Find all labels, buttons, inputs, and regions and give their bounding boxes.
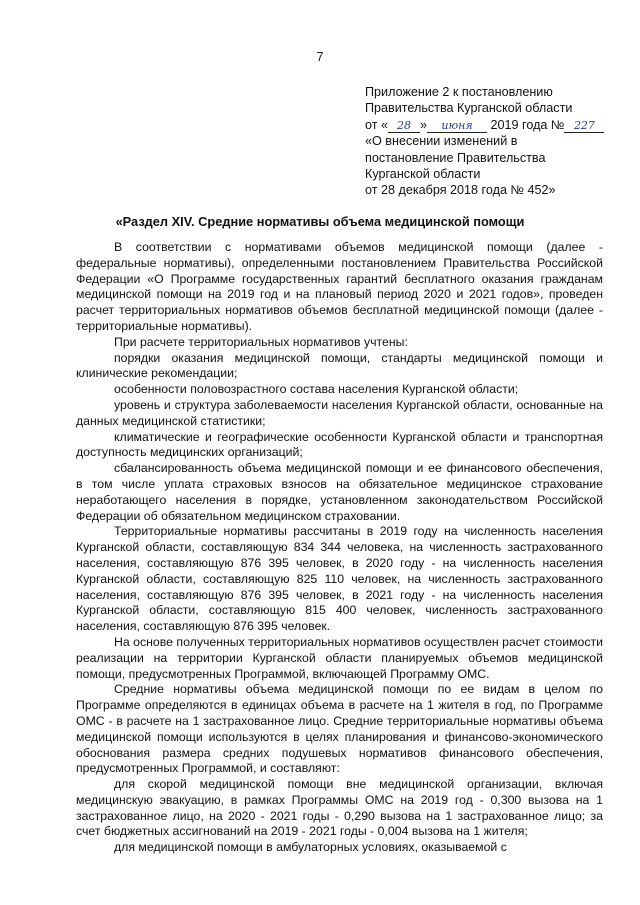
list-item: климатические и географические особенности Курганской области и транспортная доступность медицинских организаций; <box>76 429 603 460</box>
date-mid: » <box>420 117 428 132</box>
list-item: для скорой медицинской помощи вне медицинской организации, включая медицинскую эвакуацию, в рамках Программы ОМС на 2019 год - 0,300 вызова на 1 застрахованное лицо, на 2020 - 2021 годы - 0,290 вызова на 1 застрахованное лицо; за счет бюджетных ассигнований на 2019 - 2021 годы - 0,004 вызова на 1 жителя; <box>76 777 603 839</box>
paragraph: В соответствии с нормативами объемов медицинской помощи (далее - федеральные нормативы), определенными постановлением Правительства Российской Федерации «О Программе государственных гарантий бесплатного оказания гражданам медицинской помощи на 2019 год и на плановый период 2020 и 2021 годов», проведен расчет территориальных нормативов объемов бесплатной медицинской помощи (далее - территориальные нормативы). <box>76 240 603 333</box>
handwritten-number-text: 227 <box>573 118 595 132</box>
document-body <box>76 240 603 856</box>
paragraph: При расчете территориальных нормативов учтены: <box>114 334 408 349</box>
appendix-date-line <box>365 117 615 133</box>
list-item: для медицинской помощи в амбулаторных условиях, оказываемой с <box>114 840 507 855</box>
handwritten-month <box>427 119 487 133</box>
paragraph: На основе полученных территориальных нормативов осуществлен расчет стоимости реализации на территории Курганской области планируемых объемов медицинской помощи, предусмотренных Программой, включающей Программу ОМС. <box>76 634 603 681</box>
year-text: 2019 года № <box>490 117 565 132</box>
date-prefix: от « <box>365 117 388 132</box>
list-item: сбалансированность объема медицинской помощи и ее финансового обеспечения, в том числе уплата страховых взносов на обязательное медицинское страхование неработающего населения в порядке, установленном законодательством Российской Федерации об обязательном медицинском страховании. <box>76 461 603 523</box>
appendix-line-1: Приложение 2 к постановлению <box>365 85 553 99</box>
handwritten-day-text: 28 <box>397 118 411 132</box>
appendix-line-7: от 28 декабря 2018 года № 452» <box>365 183 556 198</box>
appendix-line-2: Правительства Курганской области <box>365 101 573 116</box>
appendix-header <box>365 84 615 199</box>
handwritten-month-text: июня <box>441 118 473 132</box>
appendix-line-5: постановление Правительства <box>365 150 546 165</box>
handwritten-day <box>388 119 420 133</box>
page-number: 7 <box>316 49 324 64</box>
paragraph: Средние нормативы объема медицинской помощи по ее видам в целом по Программе определяются в единицах объема в расчете на 1 жителя в год, по Программе ОМС - в расчете на 1 застрахованное лицо. Средние территориальные нормативы объема медицинской помощи используются в целях планирования и финансово-экономического обоснования размера средних подушевых нормативов финансового обеспечения, предусмотренных Программой, и составляют: <box>76 682 603 776</box>
section-title: «Раздел XIV. Средние нормативы объема медицинской помощи <box>115 214 525 229</box>
list-item: особенности половозрастного состава населения Курганской области; <box>114 382 519 397</box>
handwritten-number <box>564 119 604 133</box>
list-item: уровень и структура заболеваемости населения Курганской области, основанные на данных медицинской статистики; <box>76 397 603 428</box>
appendix-line-4: «О внесении изменений в <box>365 134 518 149</box>
appendix-line-6: Курганской области <box>365 167 481 182</box>
list-item: порядки оказания медицинской помощи, стандарты медицинской помощи и клинические рекомендации; <box>76 350 603 381</box>
paragraph: Территориальные нормативы рассчитаны в 2019 году на численность населения Курганской области, составляющую 834 344 человека, на численность застрахованного населения, составляющую 876 395 человек, в 2020 году - на численность населения Курганской области, составляющую 825 110 человек, на численность застрахованного населения, составляющую 876 395 человек, в 2021 году - на численность населения Курганской области, составляющую 815 400 человек, численность застрахованного населения, составляющую 876 395 человек. <box>76 524 603 634</box>
